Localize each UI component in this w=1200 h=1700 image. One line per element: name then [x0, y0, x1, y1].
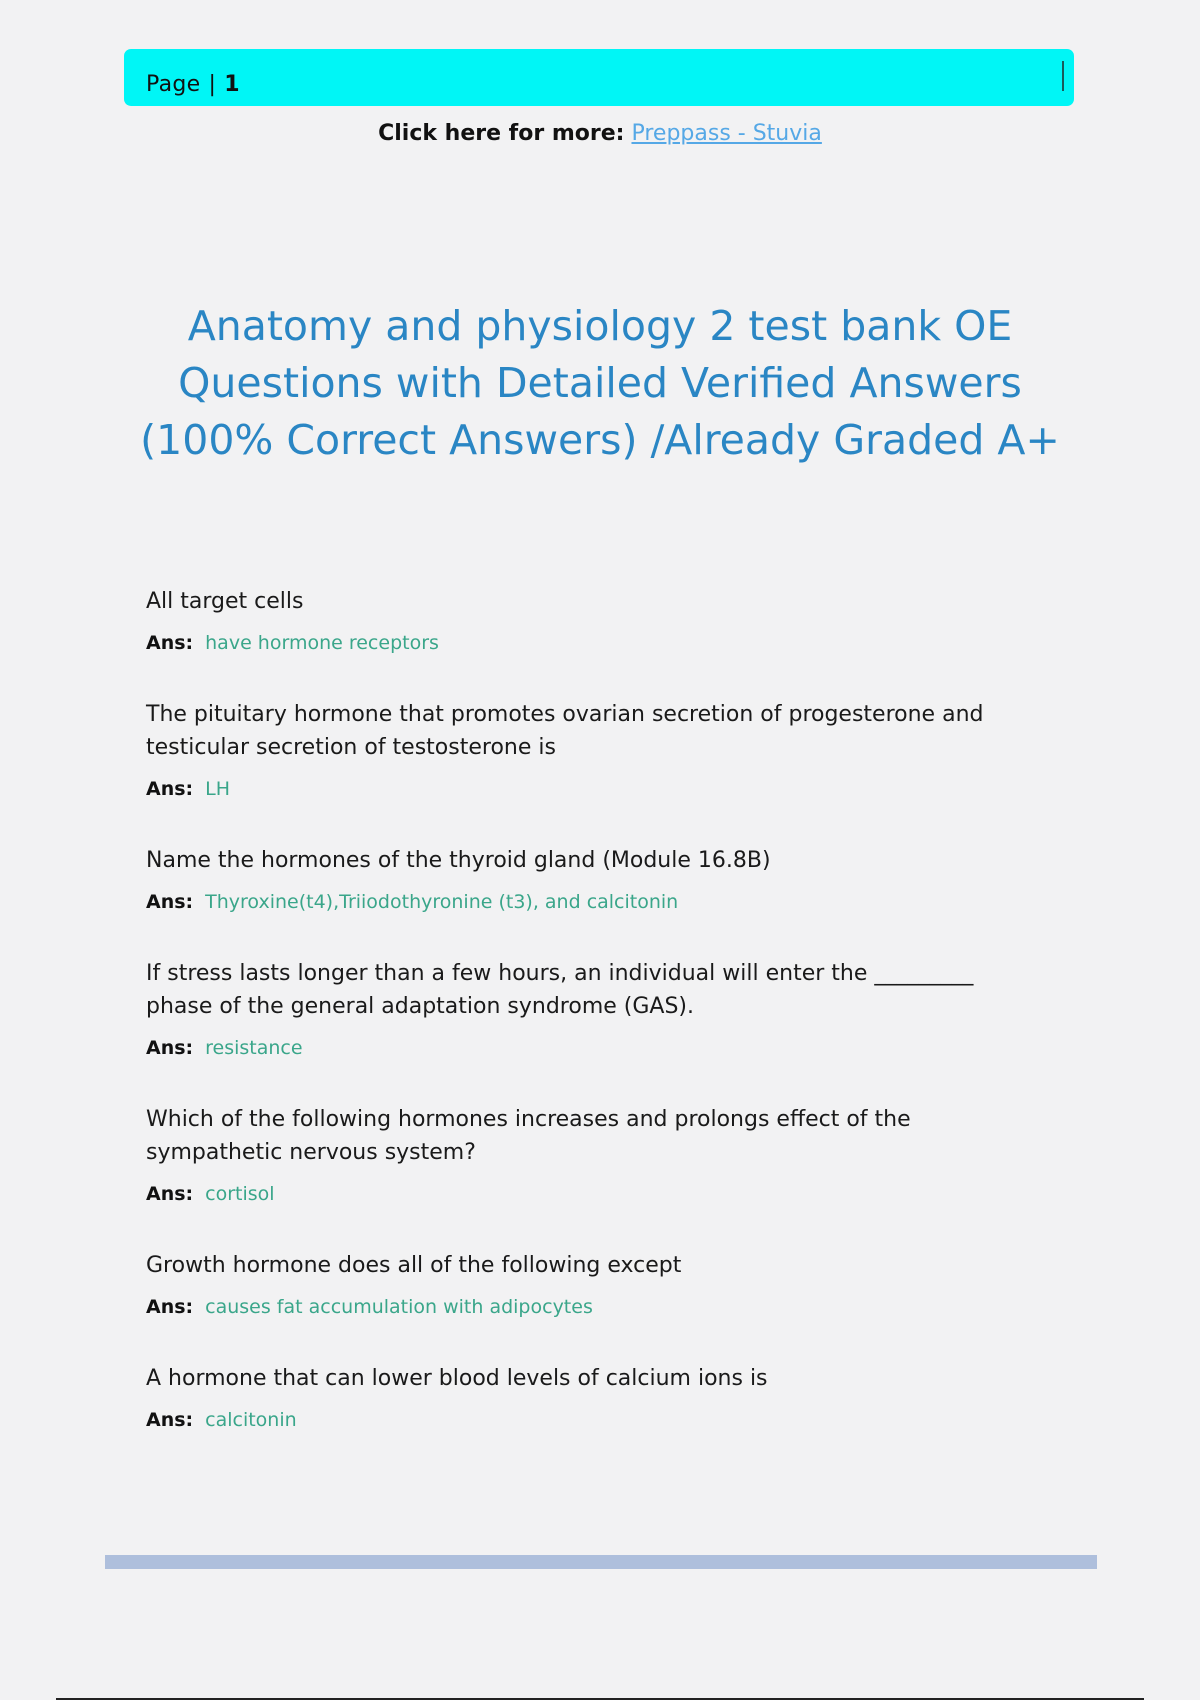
more-line [0, 121, 1200, 146]
answer-text: have hormone receptors [205, 632, 439, 654]
answer-label: Ans: [146, 1409, 194, 1431]
answer-line [146, 1181, 1026, 1207]
document-title: Anatomy and physiology 2 test bank OE Questions with Detailed Verified Answers (100% Correct Answers) /Already Graded A+ [140, 302, 1060, 464]
question-text: The pituitary hormone that promotes ovarian secretion of progesterone and testicular secretion of testosterone is [146, 702, 984, 760]
answer-line [146, 1407, 1026, 1433]
answer-text: causes fat accumulation with adipocytes [205, 1296, 593, 1318]
answer-line [146, 630, 1026, 656]
qa-item [146, 1362, 1026, 1433]
question-text: Which of the following hormones increases and prolongs effect of the sympathetic nervous system? [146, 1107, 911, 1165]
question-text: All target cells [146, 589, 304, 614]
answer-line [146, 1294, 1026, 1320]
answer-label: Ans: [146, 1037, 194, 1059]
qa-list [146, 585, 1026, 1475]
answer-line [146, 889, 1026, 915]
answer-text: cortisol [205, 1183, 275, 1205]
text-cursor-mark [1062, 61, 1064, 91]
qa-item [146, 1103, 1026, 1207]
answer-label: Ans: [146, 632, 194, 654]
question-text: Growth hormone does all of the following except [146, 1253, 682, 1278]
page-number: 1 [224, 72, 240, 97]
question-text: If stress lasts longer than a few hours, an individual will enter the _________ phase of the general adaptation syndrome (GAS). [146, 961, 974, 1019]
answer-text: Thyroxine(t4),Triiodothyronine (t3), and calcitonin [205, 891, 679, 913]
page-word: Page [146, 72, 201, 97]
qa-item [146, 585, 1026, 656]
footer-divider [105, 1555, 1097, 1569]
preppass-stuvia-link[interactable]: Preppass - Stuvia [631, 121, 822, 146]
qa-item [146, 1249, 1026, 1320]
question-text: Name the hormones of the thyroid gland (Module 16.8B) [146, 848, 771, 873]
answer-label: Ans: [146, 891, 194, 913]
answer-text: calcitonin [205, 1409, 297, 1431]
answer-label: Ans: [146, 1183, 194, 1205]
qa-item [146, 698, 1026, 802]
answer-line [146, 776, 1026, 802]
answer-label: Ans: [146, 778, 194, 800]
qa-item [146, 844, 1026, 915]
answer-line [146, 1035, 1026, 1061]
answer-label: Ans: [146, 1296, 194, 1318]
more-label: Click here for more: [378, 121, 625, 146]
question-text: A hormone that can lower blood levels of calcium ions is [146, 1366, 768, 1391]
qa-item [146, 957, 1026, 1061]
page-separator: | [208, 72, 217, 97]
answer-text: resistance [205, 1037, 303, 1059]
page-label [146, 72, 240, 97]
answer-text: LH [205, 778, 231, 800]
page-header-bar [124, 49, 1074, 106]
